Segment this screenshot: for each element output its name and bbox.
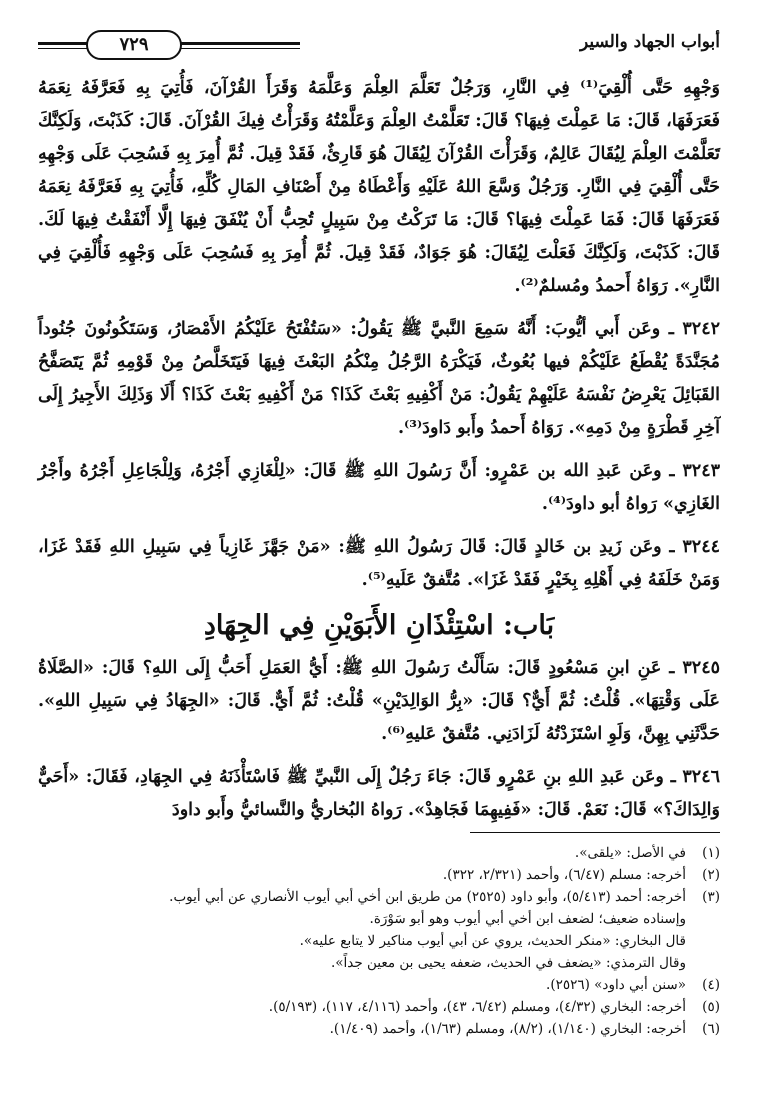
footnote-number xyxy=(686,908,720,930)
footnote-item xyxy=(38,974,720,996)
footnote-item xyxy=(38,1018,720,1040)
footnote-item xyxy=(38,952,720,974)
page-number-ornament xyxy=(38,30,300,58)
hadith-3244: ٣٢٤٤ ـ وعَن زَيدِ بن خَالدٍ قَالَ: قَالَ رَسُولُ اللهِ ﷺ: «مَنْ جَهَّزَ غَازِياً فِي سَبِيلِ اللهِ فَقَدْ غَزَا، وَمَنْ خَلَفَهُ فِي أَهْلِهِ بِخَيْرٍ فَقَدْ غَزَا». مُتَّفقٌ عَلَيهِ⁽⁵⁾. xyxy=(38,537,720,590)
footnote-item xyxy=(38,908,720,930)
footnote-number: (١) xyxy=(702,845,720,861)
running-title: أبواب الجهاد والسير xyxy=(579,32,720,52)
footnote-number xyxy=(686,952,720,974)
hadith-3246: ٣٢٤٦ ـ وعَن عَبدِ اللهِ بنِ عَمْرٍو قَالَ: جَاءَ رَجُلٌ إِلَى النَّبيِّ ﷺ فَاسْتَأْذَنَهُ فِي الجِهَادِ، فَقَالَ: «أَحَيٌّ وَالِدَاكَ؟» قَالَ: نَعَمْ. قَالَ: «فَفِيهِمَا فَجَاهِدْ». رَواهُ البُخاريُّ والنَّسائيُّ وأَبو داودَ xyxy=(38,767,720,820)
hadith-3242: ٣٢٤٢ ـ وعَن أَبي أيُّوبَ: أَنَّهُ سَمِعَ النَّبيَّ ﷺ يَقُولُ: «سَتُفْتَحُ عَلَيْكُمُ الأَمْصَارُ، وَسَتَكُونُونَ جُنُوداً مُجَنَّدَةً يُقْطَعُ عَلَيْكُمْ فيها بُعُوثٌ، فَيَكْرَهُ الرَّجُلُ مِنْكُمُ البَعْثَ فِيهَا فَيَتَخَلَّصُ مِنْ قَوْمِهِ ثُمَّ يَتَصَفَّحُ القَبَائِلَ يَعْرِضُ نَفْسَهُ عَلَيْهِمْ يَقُولُ: مَنْ أَكْفِيهِ بَعْثَ كَذَا؟ مَنْ أَكْفِيهِ بَعْثَ كَذَا؟ أَلَا وَذَلِكَ الأَجِيرُ إِلَى آخِرِ قَطْرَةٍ مِنْ دَمِهِ». رَوَاهُ أَحمدُ وأَبو دَاودَ⁽³⁾. xyxy=(38,319,720,438)
hadith-3243: ٣٢٤٣ ـ وعَن عَبدِ الله بن عَمْرٍو: أَنَّ رَسُولَ اللهِ ﷺ قَالَ: «لِلْغَازِي أَجْرُهُ، وَلِلْجَاعِلِ أَجْرُهُ وأَجْرُ الغَازِي» رَواهُ أبو داودَ⁽⁴⁾. xyxy=(38,461,720,514)
footnote-number: (٤) xyxy=(702,977,720,993)
footnote-text: أخرجه: البخاري (١/١٤٠)، (٨/٢)، ومسلم (١/٦٣)، وأحمد (١/٤٠٩). xyxy=(329,1021,686,1037)
footnote-text: قال البخاري: «منكر الحديث، يروي عن أبي أيوب مناكير لا يتابع عليه». xyxy=(299,933,686,949)
footnote-number: (٢) xyxy=(702,867,720,883)
footnote-item xyxy=(38,842,720,864)
hadith-continuation: وَجْهِهِ حَتَّى أُلْقِيَ⁽¹⁾ فِي النَّارِ، وَرَجُلٌ تَعَلَّمَ العِلْمَ وَعَلَّمَهُ وَقَرَأَ القُرْآنَ، فَأُتِيَ بِهِ فَعَرَّفَهُ نِعَمَهُ فَعَرَفَهَا، قَالَ: مَا عَمِلْتَ فِيهَا؟ قَالَ: تَعَلَّمْتُ العِلْمَ وَعَلَّمْتُهُ وَقَرَأْتُ فِيكَ القُرْآنَ. قَالَ: كَذَبْتَ، وَلَكِنَّكَ تَعَلَّمْتَ العِلْمَ لِيُقَالَ عَالِمٌ، وَقَرَأْتَ القُرْآنَ لِيُقَالَ هُوَ قَارِئٌ، فَقَدْ قِيلَ. ثُمَّ أُمِرَ بِهِ فَسُحِبَ عَلَى وَجْهِهِ حَتَّى أُلْقِيَ فِي النَّارِ. وَرَجُلٌ وَسَّعَ اللهُ عَلَيْهِ وَأَعْطَاهُ مِنْ أَصْنَافِ المَالِ كُلِّهِ، فَأُتِيَ بِهِ فَعَرَّفَهُ نِعَمَهُ فَعَرَفَهَا قَالَ: فَمَا عَمِلْتَ فِيهَا؟ قَالَ: مَا تَرَكْتُ مِنْ سَبِيلٍ تُحِبُّ أَنْ يُنْفَقَ فِيهَا إِلَّا أَنْفَقْتُ فِيهَا لَكَ. قَالَ: كَذَبْتَ، وَلَكِنَّكَ فَعَلْتَ لِيُقَالَ: هُوَ جَوَادٌ، فَقَدْ قِيلَ. ثُمَّ أُمِرَ بِهِ فَسُحِبَ عَلَى وَجْهِهِ فَأُلْقِيَ فِي النَّارِ». رَوَاهُ أَحمدُ ومُسلمٌ⁽²⁾. xyxy=(38,78,721,296)
footnote-text: وإسناده ضعيف؛ لضعف ابن أخي أبي أيوب وهو أبو سَوْرَة. xyxy=(369,911,686,927)
footnote-text: أخرجه: البخاري (٤/٣٢)، ومسلم (٦/٤٢، ٤٣)، وأحمد (٤/١١٦، ١١٧)، (٥/١٩٣). xyxy=(268,999,686,1015)
footnote-number: (٥) xyxy=(702,999,720,1015)
footnote-separator xyxy=(470,832,720,833)
footnote-number: (٣) xyxy=(702,889,720,905)
footnote-item xyxy=(38,886,720,908)
footnote-number: (٦) xyxy=(702,1021,720,1037)
footnote-text: وقال الترمذي: «يضعف في الحديث، ضعفه يحيى بن معين جداً». xyxy=(331,955,686,971)
footnote-text: في الأصل: «يلقى». xyxy=(574,845,686,861)
footnotes xyxy=(38,842,720,1040)
footnote-text: أخرجه: أحمد (٥/٤١٣)، وأبو داود (٢٥٢٥) من طريق ابن أخي أبي أيوب الأنصاري عن أبي أيوب. xyxy=(169,889,686,905)
footnote-number xyxy=(686,930,720,952)
hadith-3245: ٣٢٤٥ ـ عَنِ ابنِ مَسْعُودٍ قَالَ: سَأَلْتُ رَسُولَ اللهِ ﷺ: أَيُّ العَمَلِ أَحَبُّ إِلَى اللهِ؟ قَالَ: «الصَّلَاةُ عَلَى وَقْتِهَا». قُلْتُ: ثُمَّ أَيٌّ؟ قَالَ: «بِرُّ الوَالِدَيْنِ» قُلْتُ: ثُمَّ أَيٌّ. قَالَ: «الجِهَادُ فِي سَبِيلِ اللهِ». حَدَّثَنِي بِهِنَّ، وَلَوِ اسْتَزَدْتُهُ لَزَادَنِي. مُتَّفقٌ عَليهِ⁽⁶⁾. xyxy=(38,658,720,744)
chapter-heading: بَاب: اسْتِئْذَانِ الأَبَوَيْنِ فِي الجِهَادِ xyxy=(203,610,555,641)
footnote-item xyxy=(38,996,720,1018)
footnote-text: أخرجه: مسلم (٦/٤٧)، وأحمد (٢/٣٢١، ٣٢٢). xyxy=(442,867,686,883)
footnote-item xyxy=(38,930,720,952)
page-header xyxy=(38,22,720,66)
main-text xyxy=(38,72,720,837)
page-number: ٧٢٩ xyxy=(86,30,182,60)
footnote-text: «سنن أبي داود» (٢٥٢٦). xyxy=(546,977,686,993)
footnote-item xyxy=(38,864,720,886)
